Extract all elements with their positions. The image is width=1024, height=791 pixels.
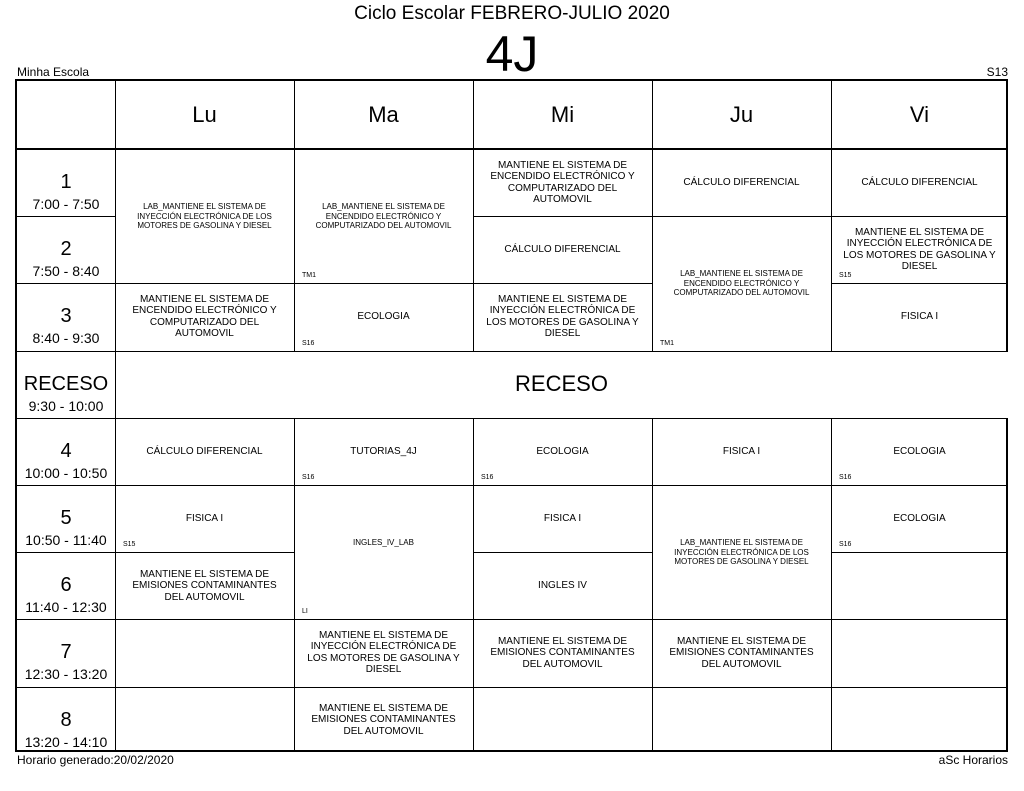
lesson-cell (652, 216, 831, 350)
period-number: 8 (60, 708, 72, 731)
lesson-cell (831, 216, 1008, 283)
lesson-subject: ECOLOGIA (536, 445, 589, 457)
lesson-cell (473, 283, 652, 350)
period-label (17, 149, 115, 216)
lesson-room: S15 (839, 272, 852, 280)
grid-line (473, 283, 652, 284)
lesson-cell (294, 619, 473, 686)
grid-line (831, 216, 1008, 217)
lesson-subject: FISICA I (900, 311, 939, 323)
lesson-subject: MANTIENE EL SISTEMA DE INYECCIÓN ELECTRÓNICA DE LOS MOTORES DE GASOLINA Y DIESEL (843, 226, 996, 273)
grid-line (831, 418, 1008, 419)
lesson-subject: TUTORIAS_4J (350, 445, 417, 457)
lesson-subject: CÁLCULO DIFERENCIAL (861, 176, 978, 188)
grid-line (115, 283, 294, 284)
grid-line (294, 687, 473, 688)
lesson-cell (652, 485, 831, 619)
lesson-room: TM1 (660, 339, 674, 347)
lesson-cell (294, 687, 473, 754)
period-time: 7:50 - 8:40 (32, 263, 100, 280)
lesson-cell (652, 149, 831, 216)
lesson-cell (831, 485, 1008, 552)
lesson-cell (294, 485, 473, 619)
lesson-room: S16 (839, 541, 852, 549)
grid-line (473, 418, 652, 419)
lesson-subject: MANTIENE EL SISTEMA DE INYECCIÓN ELECTRÓNICA DE LOS MOTORES DE GASOLINA Y DIESEL (307, 629, 460, 676)
period-label (17, 485, 115, 552)
grid-line (652, 418, 831, 419)
lesson-subject: LAB_MANTIENE EL SISTEMA DE ENCENDIDO ELECTRÓNICO Y COMPUTARIZADO DEL AUTOMOVIL (673, 269, 810, 298)
grid-line (652, 687, 831, 688)
grid-line (17, 418, 115, 419)
lesson-cell (473, 485, 652, 552)
day-header: Lu (192, 102, 217, 127)
grid-line (115, 418, 294, 419)
period-number: 3 (60, 305, 72, 328)
lesson-cell (294, 149, 473, 283)
lesson-room: S16 (302, 339, 315, 347)
lesson-cell (831, 283, 1008, 350)
lesson-room: S16 (839, 473, 852, 481)
grid-line (115, 619, 294, 620)
grid-line (831, 485, 1008, 486)
period-time: 10:50 - 11:40 (25, 532, 107, 548)
grid-line (831, 283, 1008, 284)
grid-line (17, 485, 115, 486)
period-number: 1 (60, 171, 72, 193)
lesson-cell (473, 552, 652, 619)
period-number: 7 (60, 641, 72, 664)
period-label (17, 351, 115, 418)
lesson-cell (115, 149, 294, 283)
lesson-subject: ECOLOGIA (893, 445, 946, 457)
lesson-cell (115, 552, 294, 619)
grid-line (115, 485, 294, 486)
lesson-cell (831, 149, 1008, 216)
lesson-subject: FISICA I (543, 512, 582, 524)
lesson-room: S15 (123, 541, 136, 549)
lesson-subject: FISICA I (185, 512, 224, 524)
grid-line (17, 619, 115, 620)
lesson-room: S16 (481, 473, 494, 481)
period-time: 9:30 - 10:00 (28, 397, 104, 414)
lesson-cell (294, 283, 473, 350)
grid-line (652, 216, 831, 217)
lesson-subject: MANTIENE EL SISTEMA DE ENCENDIDO ELECTRÓNICO Y COMPUTARIZADO DEL AUTOMOVIL (490, 159, 635, 206)
grid-line (17, 148, 1006, 150)
period-number: 6 (60, 574, 72, 597)
lesson-room: S16 (302, 473, 315, 481)
period-time: 7:00 - 7:50 (32, 196, 100, 212)
room-label: S13 (986, 65, 1008, 79)
grid-line (294, 283, 473, 284)
period-label (17, 687, 115, 754)
lesson-subject: MANTIENE EL SISTEMA DE EMISIONES CONTAMINANTES DEL AUTOMOVIL (132, 568, 277, 603)
lesson-cell (473, 216, 652, 283)
lesson-cell (115, 283, 294, 350)
lesson-cell (473, 619, 652, 686)
software-credit: aSc Horarios (938, 753, 1008, 767)
period-label (17, 552, 115, 619)
period-label (17, 283, 115, 350)
lesson-subject: INGLES IV (538, 580, 587, 592)
lesson-cell (294, 418, 473, 485)
period-time: 11:40 - 12:30 (25, 599, 107, 616)
lesson-subject: MANTIENE EL SISTEMA DE INYECCIÓN ELECTRÓNICA DE LOS MOTORES DE GASOLINA Y DIESEL (486, 293, 639, 340)
grid-line (831, 687, 1008, 688)
period-time: 13:20 - 14:10 (24, 733, 108, 750)
grid-line (17, 351, 115, 352)
lesson-subject: LAB_MANTIENE EL SISTEMA DE INYECCIÓN ELECTRÓNICA DE LOS MOTORES DE GASOLINA Y DIESEL (137, 202, 272, 231)
lesson-subject: ECOLOGIA (357, 311, 410, 323)
period-label (17, 619, 115, 686)
lesson-cell (652, 619, 831, 686)
grid-line (473, 485, 652, 486)
lesson-room: LI (302, 608, 308, 616)
lesson-subject: ECOLOGIA (893, 512, 946, 524)
lesson-subject: CÁLCULO DIFERENCIAL (504, 244, 621, 256)
period-number: 4 (60, 439, 72, 462)
period-number: RECESO (23, 372, 109, 395)
lesson-cell (831, 418, 1008, 485)
lesson-subject: LAB_MANTIENE EL SISTEMA DE ENCENDIDO ELECTRÓNICO Y COMPUTARIZADO DEL AUTOMOVIL (315, 202, 452, 231)
lesson-subject: CÁLCULO DIFERENCIAL (146, 445, 263, 457)
lesson-subject: MANTIENE EL SISTEMA DE EMISIONES CONTAMINANTES DEL AUTOMOVIL (311, 702, 456, 737)
class-name: 4J (485, 26, 539, 82)
grid-line (473, 687, 652, 688)
grid-line (652, 485, 831, 486)
grid-line (17, 283, 115, 284)
lesson-subject: INGLES_IV_LAB (353, 538, 414, 548)
lesson-cell (473, 418, 652, 485)
generated-date: Horario generado:20/02/2020 (17, 753, 174, 767)
period-number: 5 (60, 507, 72, 529)
grid-line (17, 552, 115, 553)
lesson-cell (115, 418, 294, 485)
grid-line (831, 552, 1008, 553)
period-label (17, 418, 115, 485)
lesson-subject: MANTIENE EL SISTEMA DE ENCENDIDO ELECTRÓNICO Y COMPUTARIZADO DEL AUTOMOVIL (132, 293, 277, 340)
grid-line (473, 619, 652, 620)
grid-line (294, 418, 473, 419)
period-number: 2 (60, 238, 72, 261)
period-label (17, 216, 115, 283)
grid-line (831, 619, 1008, 620)
lesson-cell (473, 149, 652, 216)
school-name: Minha Escola (17, 65, 90, 79)
receso-banner: RECESO (515, 371, 608, 397)
timetable-title: Ciclo Escolar FEBRERO-JULIO 2020 (354, 3, 670, 24)
lesson-subject: LAB_MANTIENE EL SISTEMA DE INYECCIÓN ELECTRÓNICA DE LOS MOTORES DE GASOLINA Y DIESEL (674, 538, 809, 567)
grid-line (115, 552, 294, 553)
lesson-cell (115, 485, 294, 552)
lesson-cell (652, 418, 831, 485)
lesson-subject: CÁLCULO DIFERENCIAL (683, 176, 800, 188)
grid-line (17, 216, 115, 217)
lesson-room: TM1 (302, 272, 316, 280)
grid-line (115, 687, 294, 688)
grid-line (473, 552, 652, 553)
lesson-subject: FISICA I (722, 445, 761, 457)
timetable-grid (15, 79, 1008, 752)
grid-line (473, 216, 652, 217)
period-time: 12:30 - 13:20 (24, 666, 108, 683)
day-header: Ma (368, 102, 399, 127)
day-header: Mi (550, 102, 575, 127)
lesson-subject: MANTIENE EL SISTEMA DE EMISIONES CONTAMINANTES DEL AUTOMOVIL (490, 635, 635, 670)
day-header: Ju (729, 102, 754, 127)
grid-line (652, 619, 831, 620)
day-header: Vi (909, 102, 930, 127)
grid-line (294, 485, 473, 486)
period-time: 10:00 - 10:50 (24, 464, 108, 481)
grid-line (17, 687, 115, 688)
period-time: 8:40 - 9:30 (32, 330, 100, 347)
lesson-subject: MANTIENE EL SISTEMA DE EMISIONES CONTAMINANTES DEL AUTOMOVIL (669, 635, 814, 670)
grid-line (294, 619, 473, 620)
